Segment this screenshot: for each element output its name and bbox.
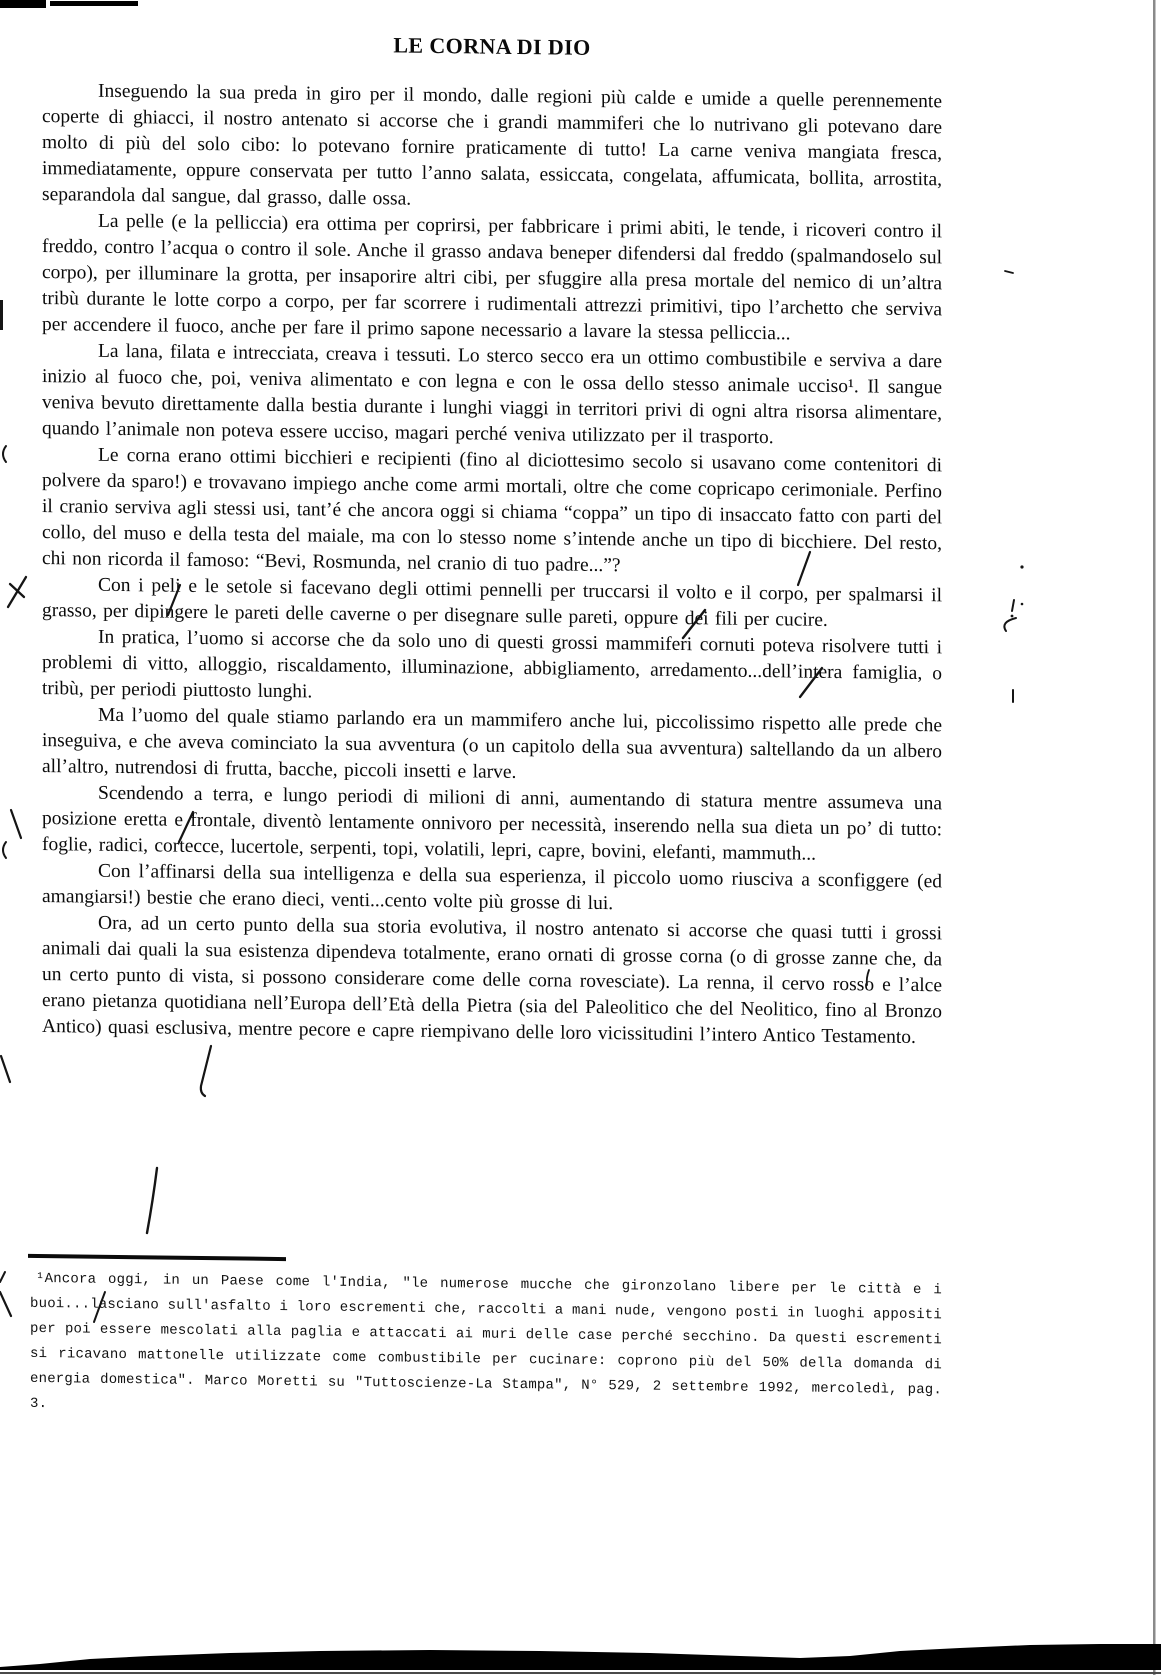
pen-mark-footnote-slash	[0, 1272, 5, 1282]
paragraph: La pelle (e la pelliccia) era ottima per coprirsi, per fabbricare i primi abiti, le tende, i ricoveri contro il freddo, contro l’acqua o contro il sole. Anche il grasso andava beneper difendersi dal freddo (spalmandoselo sul corpo), per illuminare la grotta, per insaporire altri cibi, per sfuggire alla presa mortale del nemico di un’altra tribù durante le lotte corpo a corpo, per far scorrere i rudimentali attrezzi primitivi, tipo l’archetto che serviva per accendere il fuoco, anche per fare il primo sapone necessario a lavare la stessa pelliccia...	[42, 210, 942, 345]
article-body	[42, 78, 942, 1051]
scan-bottom-edge-line	[0, 1672, 1161, 1674]
scan-edge-line	[1153, 0, 1156, 1675]
paragraph: Con l’affinarsi della sua intelligenza e della sua esperienza, il piccolo uomo riusciva a sconfiggere (ed amangiarsi!) bestie che erano dieci, venti...cento volte più grosse di lui.	[42, 860, 942, 915]
paragraph: In pratica, l’uomo si accorse che da solo uno di questi grossi mammiferi cornuti poteva risolvere tutti i problemi di vitto, alloggio, riscaldamento, illuminazione, abbigliamento, arredamento...dell’intera famiglia, o tribù, per periodi piuttosto lunghi.	[42, 626, 942, 703]
paragraph: Con i peli e le setole si facevano degli ottimi pennelli per truccarsi il volto e il corpo, per spalmarsi il grasso, per dipingere le pareti delle caverne o per disegnare sulle pareti, oppure dei fili per cucire.	[42, 574, 942, 631]
page-content	[30, 18, 942, 1413]
pen-strike-rovesciate-della-mentre	[147, 1168, 157, 1233]
pen-mark-right-margin-cluster	[1004, 565, 1023, 631]
paragraph: Le corna erano ottimi bicchieri e recipienti (fino al diciottesimo secolo si usavano come contenitori di polvere da sparo!) e trovavano impiego anche come armi mortali, oltre che come copricapo cerimoniale. Perfino il cranio serviva agli stessi usi, tant’é che ancora oggi si chiama “coppa” un tipo di insaccato fatto con parti del collo, del muso e della testa del maiale, ma con lo stesso nome s’intende anche un tipo di bicchiere. Del resto, chi non ricorda il famoso: “Bevi, Rosmunda, nel cranio di tuo padre...”?	[42, 444, 942, 577]
pen-mark-margin-backslash-arredamento	[11, 810, 21, 838]
pen-mark-margin-x	[8, 577, 26, 607]
pen-mark-left-edge-dash	[0, 300, 3, 330]
pen-mark-left-edge-paren	[3, 446, 6, 462]
page-title: LE CORNA DI DIO	[393, 32, 591, 60]
pen-mark-margin-backslash-sconfiggere	[1, 1056, 10, 1082]
paragraph: La lana, filata e intrecciata, creava i tessuti. Lo sterco secco era un ottimo combustibile e serviva a dare inizio al fuoco che, poi, veniva alimentato e con legna e con le ossa dello stesso animale ucciso¹. Il sangue veniva bevuto direttamente dalla bestia durante i lunghi viaggi in territori privi di ogni altra risorsa alimentare, quando l’animale non poteva essere ucciso, magari perché veniva utilizzato per il trasporto.	[42, 340, 942, 449]
scan-streak-top-left-2	[50, 1, 138, 6]
scan-band-bottom	[0, 1644, 1161, 1670]
scan-band-bottom-fill	[0, 1668, 1161, 1670]
pen-mark-margin-paren-arredamento	[3, 842, 6, 858]
pen-mark-footnote-backslash	[0, 1292, 11, 1316]
paragraph: Inseguendo la sua preda in giro per il mondo, dalle regioni più calde e umide a quelle perennemente coperte di ghiacci, il nostro antenato si accorse che i grandi mammiferi che lo nutrivano gli potevano dare molto di più del solo cibo: lo potevano fornire praticamente di tutto! La carne veniva mangiata fresca, immediatamente, oppure conservata per tutto l’anno salata, essiccata, congelata, affumicata, bollita, arrostita, separandola dal sangue, dal grasso, dalle ossa.	[42, 80, 942, 210]
footnote-separator	[28, 1254, 286, 1261]
footnote-text: ¹Ancora oggi, in un Paese come l'India, "le numerose mucche che gironzolano libere per le città e i buoi...lasciano sull'asfalto i loro escrementi che, raccolti a mani nude, vengono posti in luoghi appositi per poi essere mescolati alla paglia e attaccati ai muri delle case perché secchino. Da questi escrementi si ricavano mattonelle utilizzate come combustibile per cucinare: coprono più del 50% della domanda di energia domestica". Marco Moretti su "Tuttoscienze-La Stampa", N° 529, 2 settembre 1992, mercoledì, pag. 3.	[30, 1270, 942, 1413]
scan-streak-top-left	[0, 0, 46, 8]
footnote-block	[28, 1254, 942, 1428]
paragraph: Scendendo a terra, e lungo periodi di milioni di anni, aumentando di statura mentre assumeva una posizione eretta e frontale, diventò lentamente onnivoro per necessità, inserendo nella sua dieta un po’ di tutto: foglie, radici, cortecce, lucertole, serpenti, topi, volatili, lepri, capre, bovini, elefanti, mammuth...	[42, 782, 942, 865]
paragraph: Ma l’uomo del quale stiamo parlando era un mammifero anche lui, piccolissimo rispetto alle prede che inseguiva, e che aveva cominciato la sua avventura (o un capitolo della sua avventura) saltellando da un albero all’altro, nutrendosi di frutta, bacche, piccoli insetti e larve.	[42, 704, 942, 783]
pen-mark-tick-tende	[1005, 271, 1013, 273]
paragraph: Ora, ad un certo punto della sua storia evolutiva, il nostro antenato si accorse che quasi tutti i grossi animali dai quali la sua esistenza dipendeva totalmente, erano ornati di grosse corna (o di grosse zanne che, da un certo punto di vista, si possono considerare come delle corna rovesciate). La renna, il cervo rosso e l’alce erano pietanza quotidiana nell’Europa dell’Età della Pietra (sia del Paleolitico che del Neolitico, fino al Bronzo Antico) quasi esclusiva, mentre pecore e capre riempivano delle loro vicissitudini l’intero Antico Testamento.	[42, 912, 942, 1048]
pen-strike-amangiarsi	[201, 1046, 211, 1096]
